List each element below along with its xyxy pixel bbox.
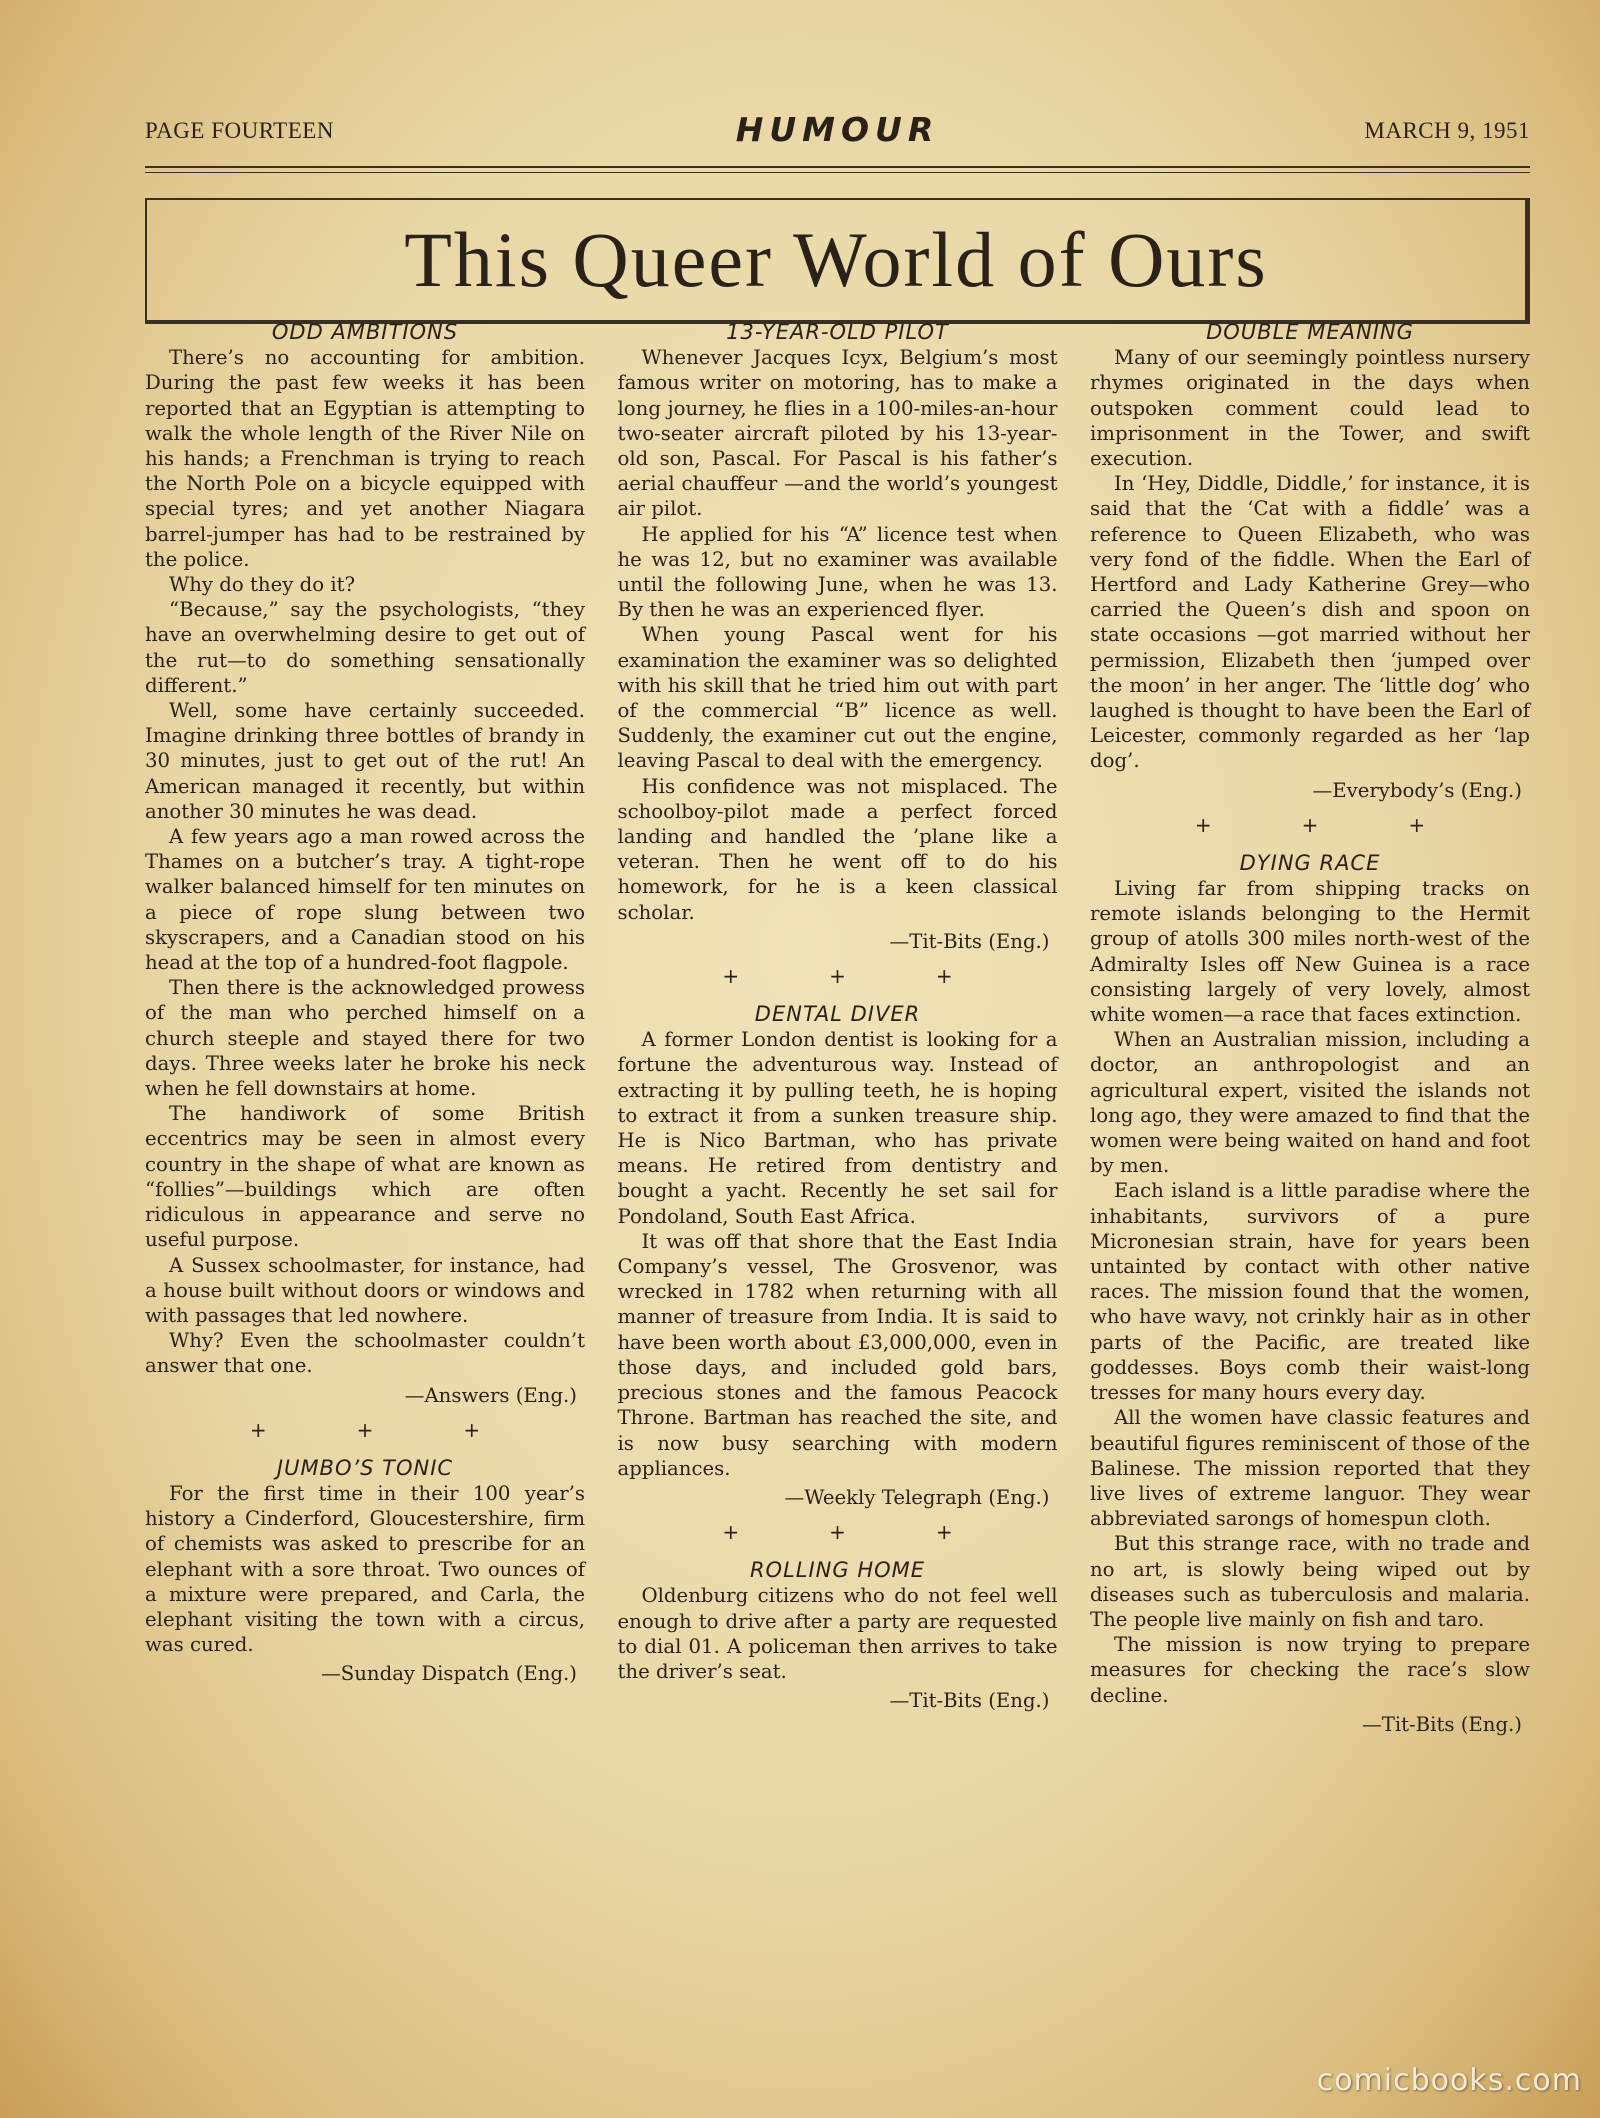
article [145, 320, 585, 1408]
divider-cross: + [249, 1417, 267, 1442]
page-number-label: PAGE FOURTEEN [145, 118, 334, 143]
article-paragraph: Then there is the acknowledged prowess of the man who perched himself on a church steeple and stayed there for two days. Three weeks later he broke his neck when he fell downstairs at home. [145, 976, 585, 1101]
article-heading: DENTAL DIVER [754, 1002, 921, 1027]
page-title: This Queer World of Ours [404, 216, 1268, 303]
watermark: comicbooks.com [1316, 2063, 1582, 2098]
article-source: —Sunday Dispatch (Eng.) [321, 1662, 577, 1686]
article-paragraph: In ‘Hey, Diddle, Diddle,’ for instance, it is said that the ‘Cat with a fiddle’ was a reference to Queen Elizabeth, who was very fond of the fiddle. When the Earl of Hertford and Lady Katherine Grey—who carried the Queen’s dish and spoon on state occasions —got married without her permission, Elizabeth then ‘jumped over the moon’ in her anger. The ‘little dog’ who laughed is thought to have been the Earl of Leicester, commonly regarded as her ‘lap dog’. [1090, 472, 1530, 773]
divider-cross: + [829, 964, 846, 989]
page-header [145, 110, 1530, 154]
header-rule-thin [145, 172, 1530, 173]
section-divider [618, 1520, 1058, 1544]
article [618, 320, 1058, 954]
divider-cross: + [1408, 812, 1426, 837]
article-source: —Tit-Bits (Eng.) [1362, 1712, 1522, 1736]
article-paragraph: A former London dentist is looking for a fortune the adventurous way. Instead of extracting it by pulling teeth, he is hoping to extract it from a sunken treasure ship. He is Nico Bartman, who has private means. He retired from dentistry and bought a yacht. Recently he set sail for Pondoland, South East Africa. [617, 1028, 1058, 1228]
article-paragraph: For the first time in their 100 year’s history a Cinderford, Gloucestershire, firm of chemists was asked to prescribe for an elephant with a sore throat. Two ounces of a mixture were prepared, and Carla, the elephant visiting the town with a circus, was cured. [145, 1481, 585, 1657]
article-paragraph: When young Pascal went for his examination the examiner was so delighted with his skill that he tried him out with part of the commercial “B” licence as well. Suddenly, the examiner cut out the engine, leaving Pascal to deal with the emergency. [617, 623, 1058, 773]
magazine-name: HUMOUR [735, 110, 940, 149]
article [1090, 813, 1530, 1737]
article-paragraph: Living far from shipping tracks on remote islands belonging to the Hermit group of atolls 300 miles north-west of the Admiralty Isles off New Guinea is a race consisting largely of very lovely, almost white women—a race that faces extinction. [1090, 877, 1530, 1027]
article-heading: 13-YEAR-OLD PILOT [726, 320, 949, 344]
article-columns [145, 320, 1530, 1737]
article-heading: JUMBO’S TONIC [276, 1455, 454, 1480]
section-divider [145, 1418, 585, 1442]
issue-date: MARCH 9, 1951 [1364, 118, 1530, 143]
article-paragraph: He applied for his “A” licence test when he was 12, but no examiner was available until the following June, when he was 13. By then he was an experienced flyer. [617, 522, 1058, 622]
divider-cross: + [463, 1417, 481, 1442]
divider-cross: + [1194, 812, 1212, 837]
article-paragraph: Oldenburg citizens who do not feel well enough to drive after a party are requested to dial 01. A policeman then arrives to take the driver’s seat. [617, 1584, 1058, 1683]
article-heading: ODD AMBITIONS [271, 320, 459, 344]
section-divider [618, 964, 1058, 988]
article-source: —Answers (Eng.) [404, 1383, 577, 1407]
article-paragraph: “Because,” say the psychologists, “they have an overwhelming desire to get out of the rut—to do something sensationally different.” [145, 598, 585, 697]
article-heading: DYING RACE [1239, 850, 1381, 875]
article-heading: DOUBLE MEANING [1206, 320, 1414, 344]
article-paragraph: A few years ago a man rowed across the Thames on a butcher’s tray. A tight-rope walker balanced himself for ten minutes on a piece of rope slung between two skyscrapers, and a Canadian stood on his head at the top of a hundred-foot flagpole. [145, 825, 585, 975]
article-paragraph: Well, some have certainly succeeded. Imagine drinking three bottles of brandy in 30 minutes, just to get out of the rut! An American managed it recently, but within another 30 minutes he was dead. [145, 699, 585, 823]
article-paragraph: All the women have classic features and beautiful figures reminiscent of those of the Balinese. The mission reported that they live lives of extreme languor. They wear abbreviated sarongs of homespun cloth. [1090, 1406, 1530, 1531]
article-paragraph: Each island is a little paradise where the inhabitants, survivors of a pure Micronesian strain, have for years been untainted by contact with other native races. The mission found that the women, who have wavy, not crinkly hair as in other parts of the Pacific, are treated like goddesses. Boys comb their waist-long tresses for many hours every day. [1090, 1179, 1530, 1405]
divider-cross: + [935, 964, 953, 989]
article [1090, 320, 1530, 803]
article [145, 1418, 585, 1687]
divider-cross: + [935, 1520, 953, 1545]
divider-cross: + [356, 1417, 374, 1442]
column-3 [1090, 320, 1530, 1737]
article-paragraph: Why? Even the schoolmaster couldn’t answer that one. [145, 1329, 585, 1378]
column-2 [618, 320, 1058, 1737]
article-heading: ROLLING HOME [749, 1558, 926, 1583]
title-box [145, 198, 1530, 324]
article-source: —Tit-Bits (Eng.) [889, 929, 1050, 953]
article-source: —Everybody’s (Eng.) [1312, 778, 1522, 802]
divider-cross: + [722, 964, 740, 989]
article-paragraph: Whenever Jacques Icyx, Belgium’s most famous writer on motoring, has to make a long journey, he flies in a 100-miles-an-hour two-seater aircraft piloted by his 13-year-old son, Pascal. For Pascal is his father’s aerial chauffeur —and the world’s youngest air pilot. [617, 346, 1058, 521]
article-paragraph: The mission is now trying to prepare measures for checking the race’s slow decline. [1090, 1633, 1530, 1707]
magazine-page [145, 110, 1530, 1736]
article-paragraph: The handiwork of some British eccentrics may be seen in almost every country in the shape of what are known as “follies”—buildings which are often ridiculous in appearance and serve no useful purpose. [145, 1102, 585, 1252]
article-paragraph: It was off that shore that the East India Company’s vessel, The Grosvenor, was wrecked in 1782 when returning with all manner of treasure from India. It is said to have been worth about £3,000,000, even in those days, and included gold bars, precious stones and the famous Peacock Throne. Bartman has reached the site, and is now busy searching with modern appliances. [617, 1229, 1058, 1480]
article-paragraph: A Sussex schoolmaster, for instance, had a house built without doors or windows and with passages that led nowhere. [145, 1253, 585, 1327]
divider-cross: + [829, 1520, 846, 1545]
header-rule-thick [145, 166, 1530, 168]
article-paragraph: His confidence was not misplaced. The schoolboy-pilot made a perfect forced landing and handled the ’plane like a veteran. Then he went off to do his homework, for he is a keen classical scholar. [617, 774, 1058, 924]
divider-cross: + [1301, 812, 1319, 837]
article-paragraph: But this strange race, with no trade and no art, is slowly being wiped out by diseases such as tuberculosis and malaria. The people live mainly on fish and taro. [1090, 1532, 1530, 1631]
article-paragraph: There’s no accounting for ambition. During the past few weeks it has been reported that an Egyptian is attempting to walk the whole length of the River Nile on his hands; a Frenchman is trying to reach the North Pole on a bicycle equipped with special tyres; and yet another Niagara barrel-jumper has had to be restrained by the police. [145, 346, 585, 571]
article-source: —Tit-Bits (Eng.) [889, 1689, 1050, 1713]
article-paragraph: Many of our seemingly pointless nursery rhymes originated in the days when outspoken comment could lead to imprisonment in the Tower, and swift execution. [1090, 346, 1530, 470]
article-source: —Weekly Telegraph (Eng.) [784, 1485, 1050, 1509]
column-1 [145, 320, 585, 1737]
article [618, 964, 1058, 1510]
article [618, 1520, 1058, 1713]
section-divider [1090, 813, 1530, 837]
article-paragraph: When an Australian mission, including a doctor, an anthropologist and an agricultural expert, visited the islands not long ago, they were amazed to find that the women were being waited on hand and foot by men. [1090, 1028, 1530, 1178]
article-paragraph: Why do they do it? [169, 573, 356, 597]
divider-cross: + [722, 1520, 740, 1545]
